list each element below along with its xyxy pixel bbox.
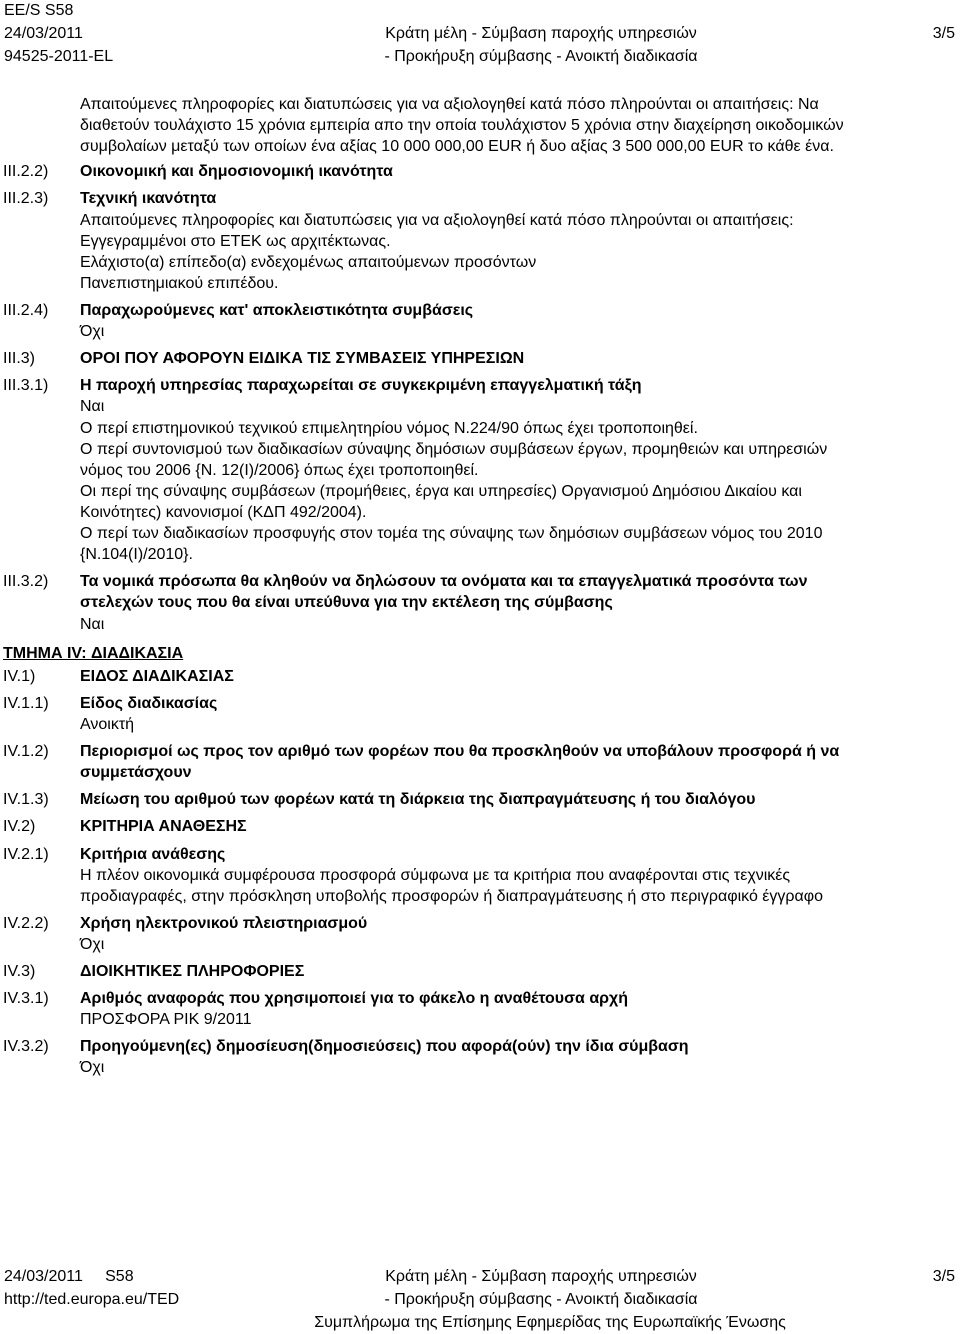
section-iii-2-3 <box>0 188 960 294</box>
section-title: Προηγούμενη(ες) δημοσίευση(δημοσιεύσεις) που αφορά(ούν) την ίδια σύμβαση <box>80 1038 689 1056</box>
section-number: IV.2.2) <box>3 914 49 932</box>
section-text: Ο περί επιστημονικού τεχνικού επιμελητηρίου νόμος Ν.224/90 όπως έχει τροποποιηθεί. <box>80 419 698 437</box>
section-title: στελεχών τους που θα είναι υπεύθυνα για την εκτέλεση της σύμβασης <box>80 594 613 612</box>
section-iv-1-1 <box>0 693 960 735</box>
intro-line: διαθετούν τουλάχιστο 15 χρόνια εμπειρία απο την οποία τουλάχιστον 5 χρόνια στην διαχείρηση οικοδομικών <box>80 117 844 135</box>
section-title: ΕΙΔΟΣ ΔΙΑΔΙΚΑΣΙΑΣ <box>80 667 234 685</box>
section-number: IV.1.3) <box>3 791 49 809</box>
section-text: νόμος του 2006 {Ν. 12(Ι)/2006} όπως έχει τροποποιηθεί. <box>80 461 479 479</box>
section-iv-2-1 <box>0 844 960 907</box>
section-text: Η πλέον οικονομικά συμφέρουσα προσφορά σύμφωνα με τα κριτήρια που αναφέρονται στις τεχνικές <box>80 866 791 884</box>
section-number: III.3) <box>3 350 36 368</box>
section-title: Μείωση του αριθμού των φορέων κατά τη διάρκεια της διαπραγμάτευσης ή του διαλόγου <box>80 791 756 809</box>
section-number: IV.2.1) <box>3 845 49 863</box>
section-text: Απαιτούμενες πληροφορίες και διατυπώσεις για να αξιολογηθεί κατά πόσο πληρούνται οι απαιτήσεις: <box>80 211 794 229</box>
section-iii-3-2 <box>0 571 960 634</box>
section-text: Ελάχιστο(α) επίπεδο(α) ενδεχομένως απαιτούμενων προσόντων <box>80 253 537 271</box>
section-text: Οι περί της σύναψης συμβάσεων (προμήθειες, έργα και υπηρεσίες) Οργανισμού Δημόσιου Δικαίου και <box>80 482 802 500</box>
section-title: Τα νομικά πρόσωπα θα κληθούν να δηλώσουν τα ονόματα και τα επαγγελματικά προσόντα των <box>80 573 808 591</box>
header-notice-id: 94525-2011-EL <box>4 48 114 65</box>
page-header <box>0 0 960 80</box>
section-iv-2-2 <box>0 913 960 955</box>
section-title: Αριθμός αναφοράς που χρησιμοποιεί για το φάκελο η αναθέτουσα αρχή <box>80 990 629 1008</box>
section-title: Η παροχή υπηρεσίας παραχωρείται σε συγκεκριμένη επαγγελματική τάξη <box>80 377 642 395</box>
header-page-number: 3/5 <box>932 25 955 42</box>
section-iv-3-2 <box>0 1036 960 1078</box>
footer-page-number: 3/5 <box>932 1268 955 1285</box>
section-title: Τεχνική ικανότητα <box>80 190 217 208</box>
section-iv-heading: ΤΜΗΜΑ IV: ΔΙΑΔΙΚΑΣΙΑ <box>3 644 184 662</box>
page-footer <box>0 1266 960 1334</box>
section-title: Οικονομική και δημοσιονομική ικανότητα <box>80 163 393 181</box>
section-text: Εγγεγραμμένοι στο ΕΤΕΚ ως αρχιτέκτωνας. <box>80 232 391 250</box>
header-title-line1: Κράτη μέλη - Σύμβαση παροχής υπηρεσιών <box>385 25 697 42</box>
section-iv-3-1 <box>0 988 960 1030</box>
section-title: συμμετάσχουν <box>80 764 192 782</box>
section-title: Περιορισμοί ως προς τον αριθμό των φορέων που θα προσκληθούν να υποβάλουν προσφορά ή να <box>80 743 840 761</box>
header-title-line2: - Προκήρυξη σύμβασης - Ανοικτή διαδικασία <box>384 48 698 65</box>
section-title: Είδος διαδικασίας <box>80 694 218 712</box>
section-text: Ναι <box>80 398 105 416</box>
section-text: {Ν.104(Ι)/2010}. <box>80 546 193 564</box>
section-value: Όχι <box>80 323 105 341</box>
section-number: IV.3) <box>3 963 36 981</box>
section-value: Ανοικτή <box>80 715 135 733</box>
section-number: III.2.4) <box>3 301 49 319</box>
section-iii-3 <box>0 348 960 369</box>
section-iv-1-2 <box>0 741 960 783</box>
section-iii-2-2 <box>0 161 960 182</box>
section-iii-3-1 <box>0 375 960 565</box>
section-text: Ο περί συντονισμού των διαδικασίων σύναψης δημόσιων συμβάσεων έργων, προμηθειών και υπηρεσιών <box>80 440 828 458</box>
document-body <box>0 94 960 1079</box>
section-number: IV.1.2) <box>3 743 49 761</box>
section-iii-2-4 <box>0 300 960 342</box>
section-number: IV.3.1) <box>3 990 49 1008</box>
section-number: IV.3.2) <box>3 1038 49 1056</box>
section-value: ΠΡΟΣΦΟΡΑ ΡΙΚ 9/2011 <box>80 1011 252 1029</box>
section-iv-1-3 <box>0 789 960 810</box>
section-title: ΟΡΟΙ ΠΟΥ ΑΦΟΡΟΥΝ ΕΙΔΙΚΑ ΤΙΣ ΣΥΜΒΑΣΕΙΣ ΥΠΗΡΕΣΙΩΝ <box>80 350 525 368</box>
section-text: προδιαγραφές, στην πρόσκληση υποβολής προσφορών ή διαπραγμάτευσης ή στο περιγραφικό έγγραφο <box>80 887 824 905</box>
section-text: Ο περί των διαδικασίων προσφυγής στον τομέα της σύναψης των δημόσιων συμβάσεων νόμος του 2010 <box>80 525 823 543</box>
footer-journal-name: Συμπλήρωμα της Επίσημης Εφημερίδας της Ευρωπαϊκής Ένωσης <box>314 1314 786 1331</box>
section-iv-1 <box>0 666 960 687</box>
section-number: IV.1.1) <box>3 694 49 712</box>
intro-paragraph <box>0 94 960 157</box>
section-number: III.2.2) <box>3 163 49 181</box>
section-title: Κριτήρια ανάθεσης <box>80 845 226 863</box>
section-title: Παραχωρούμενες κατ' αποκλειστικότητα συμβάσεις <box>80 301 474 319</box>
header-date: 24/03/2011 <box>4 25 83 42</box>
section-iv-2 <box>0 816 960 837</box>
section-number: III.3.1) <box>3 377 49 395</box>
section-number: III.2.3) <box>3 190 49 208</box>
footer-link[interactable]: http://ted.europa.eu/TED <box>4 1291 180 1308</box>
section-number: IV.1) <box>3 667 36 685</box>
section-value: Όχι <box>80 1059 105 1077</box>
section-value: Όχι <box>80 935 105 953</box>
intro-line: Απαιτούμενες πληροφορίες και διατυπώσεις για να αξιολογηθεί κατά πόσο πληρούνται οι απαιτήσεις: Να <box>80 96 819 113</box>
section-text: Κοινότητες) κανονισμοί (ΚΔΠ 492/2004). <box>80 503 367 521</box>
footer-title-line2: - Προκήρυξη σύμβασης - Ανοικτή διαδικασία <box>384 1291 698 1308</box>
intro-line: συμβολαίων μεταξύ των οποίων ένα αξίας 10 000 000,00 EUR ή δυο αξίας 3 500 000,00 EUR το κάθε ένα. <box>80 138 834 156</box>
section-title: ΚΡΙΤΗΡΙΑ ΑΝΑΘΕΣΗΣ <box>80 818 247 836</box>
section-text: Πανεπιστημιακού επιπέδου. <box>80 274 279 292</box>
section-iv-3 <box>0 961 960 982</box>
section-number: III.3.2) <box>3 573 49 591</box>
footer-date: 24/03/2011 S58 <box>4 1268 134 1285</box>
document-code: EE/S S58 <box>4 2 74 19</box>
footer-title-line1: Κράτη μέλη - Σύμβαση παροχής υπηρεσιών <box>385 1268 697 1285</box>
section-title: ΔΙΟΙΚΗΤΙΚΕΣ ΠΛΗΡΟΦΟΡΙΕΣ <box>80 963 305 981</box>
section-title: Χρήση ηλεκτρονικού πλειστηριασμού <box>80 914 368 932</box>
section-number: IV.2) <box>3 818 36 836</box>
section-value: Ναι <box>80 615 105 633</box>
